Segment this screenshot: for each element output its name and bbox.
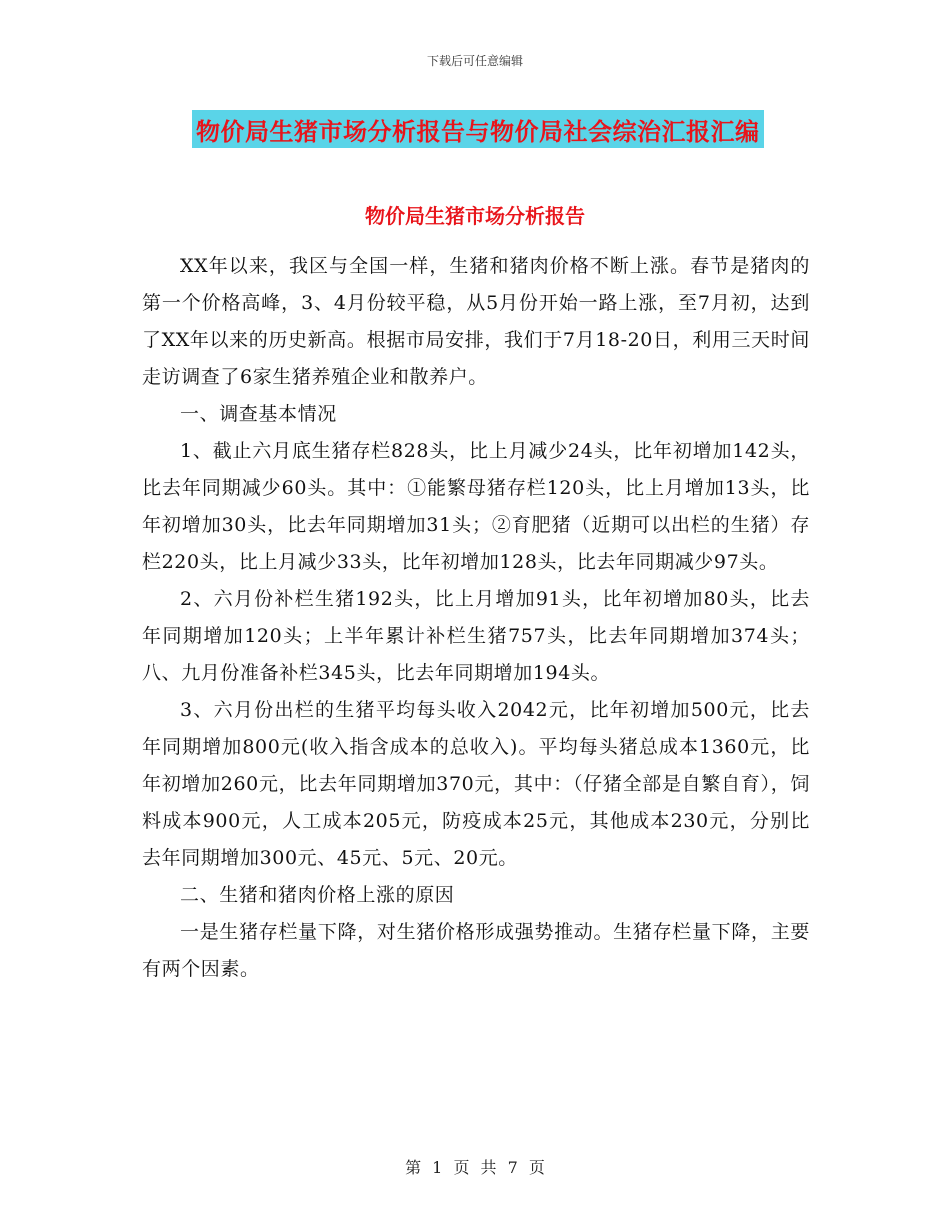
page-footer: 第 1 页 共 7 页: [405, 1158, 545, 1177]
main-title: 物价局生猪市场分析报告与物价局社会综治汇报汇编: [196, 116, 760, 146]
paragraph-reason-1: 一是生猪存栏量下降，对生猪价格形成强势推动。生猪存栏量下降，主要有两个因素。: [142, 921, 810, 980]
page-header-note: 下载后可任意编辑: [426, 54, 523, 68]
paragraph-item-2: 2、六月份补栏生猪192头，比上月增加91头，比年初增加80头，比去年同期增加120头；上半年累计补栏生猪757头，比去年同期增加374头；八、九月份准备补栏345头，比去年同期增加194头。: [142, 588, 810, 684]
heading-survey-basics: 一、调查基本情况: [180, 403, 337, 425]
section-title: 物价局生猪市场分析报告: [365, 204, 585, 228]
document-body: [142, 248, 810, 988]
paragraph-intro: XX年以来，我区与全国一样，生猪和猪肉价格不断上涨。春节是猪肉的第一个价格高峰，3、4月份较平稳，从5月份开始一路上涨，至7月初，达到了XX年以来的历史新高。根据市局安排，我们于7月18-20日，利用三天时间走访调查了6家生猪养殖企业和散养户。: [142, 255, 810, 388]
paragraph-item-3: 3、六月份出栏的生猪平均每头收入2042元，比年初增加500元，比去年同期增加800元(收入指含成本的总收入)。平均每头猪总成本1360元，比年初增加260元，比去年同期增加370元，其中：（仔猪全部是自繁自育），饲料成本900元，人工成本205元，防疫成本25元，其他成本230元，分别比去年同期增加300元、45元、5元、20元。: [142, 699, 810, 869]
paragraph-item-1: 1、截止六月底生猪存栏828头，比上月减少24头，比年初增加142头，比去年同期减少60头。其中：①能繁母猪存栏120头，比上月增加13头，比年初增加30头，比去年同期增加31头；②育肥猪（近期可以出栏的生猪）存栏220头，比上月减少33头，比年初增加128头，比去年同期减少97头。: [142, 440, 810, 573]
heading-price-reasons: 二、生猪和猪肉价格上涨的原因: [180, 884, 455, 906]
main-title-highlight: [192, 110, 764, 148]
